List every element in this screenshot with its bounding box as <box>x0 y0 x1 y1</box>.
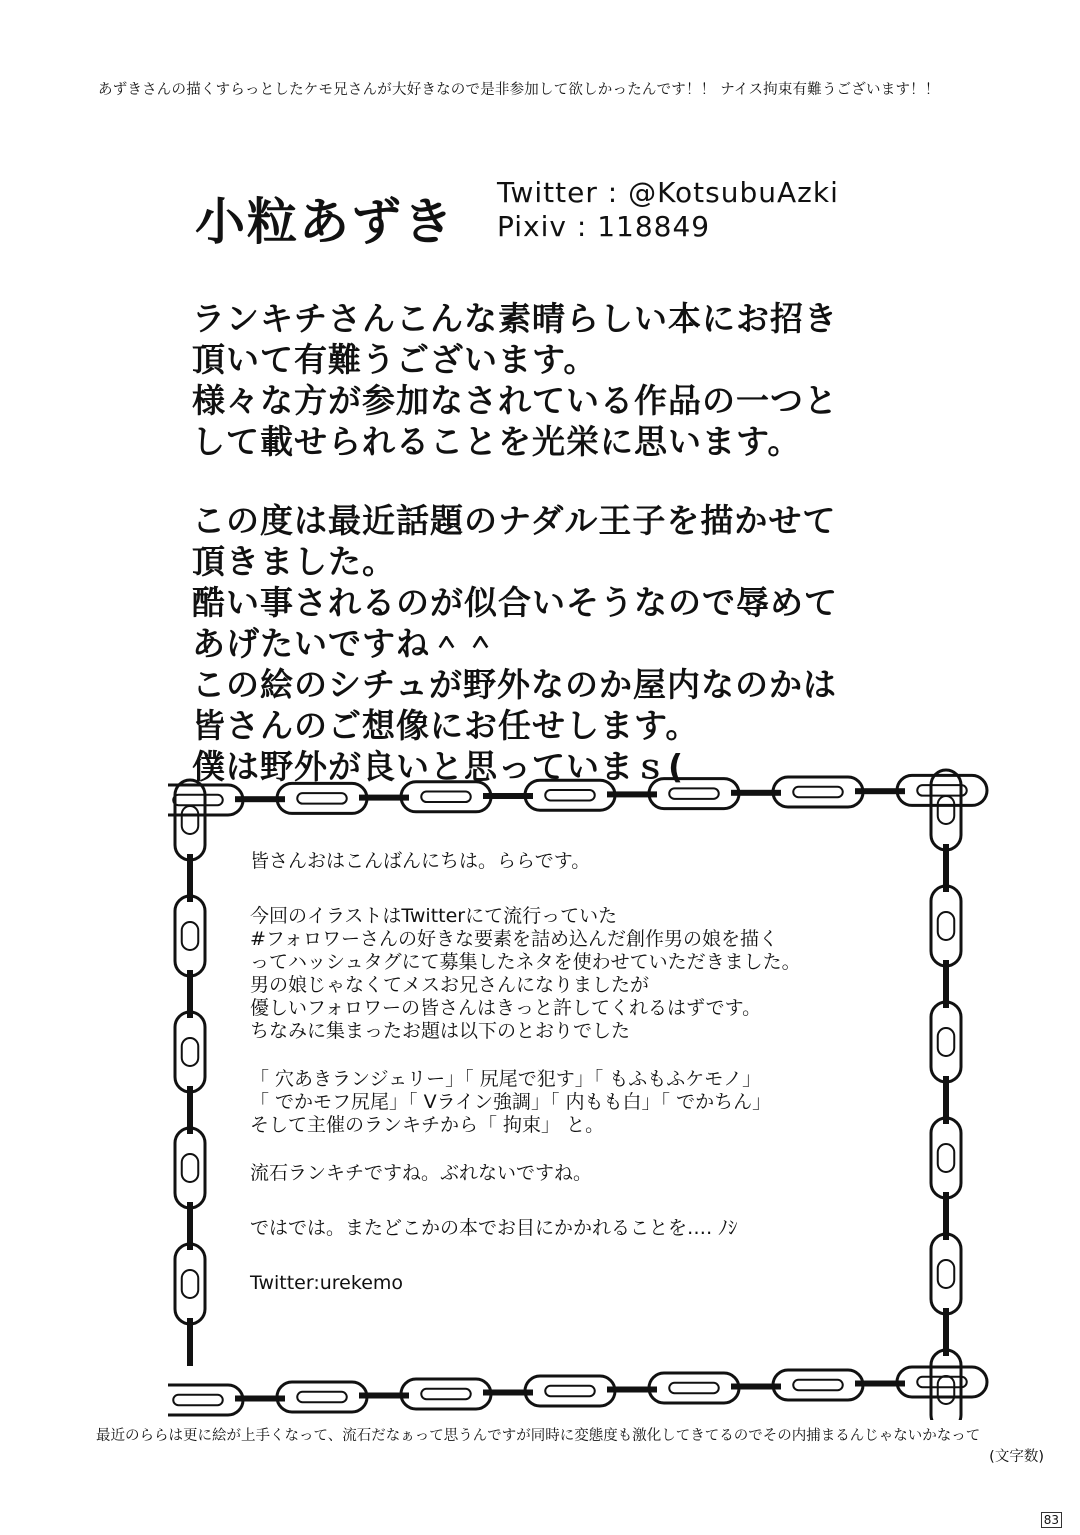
hand-twitter: Twitter:urekemo <box>250 1272 404 1294</box>
hand-line: ってハッシュタグにて募集したネタを使わせていただきました。 <box>250 951 801 973</box>
author-name: 小粒あずき <box>195 193 455 251</box>
hand-line: #フォロワーさんの好きな要素を詰め込んだ創作男の娘を描く <box>250 928 778 950</box>
bottom-note: 最近のららは更に絵が上手くなって、流石だなぁって思うんですが同時に変態度も激化してきてるのでその内捕まるんじゃないかなって <box>96 1428 981 1444</box>
message-line: して載せられることを光栄に思います。 <box>192 422 802 461</box>
hand-closing: ではでは。またどこかの本でお目にかかれることを‥‥ ﾉｼ <box>250 1217 738 1239</box>
message-line: この度は最近話題のナダル王子を描かせて <box>192 501 837 540</box>
author-pixiv: Pixiv : 118849 <box>497 210 711 243</box>
message-line: この絵のシチュが野外なのか屋内なのかは <box>192 665 838 704</box>
message-line: あげたいですね＾＾ <box>192 624 498 663</box>
message-line: 僕は野外が良いと思っていまｓ( <box>192 747 685 786</box>
hand-line: 男の娘じゃなくてメスお兄さんになりましたが <box>250 974 650 996</box>
topic-line: 「 穴あきランジェリー」「 尻尾で犯す」「 もふもふケモノ」 <box>250 1068 762 1090</box>
author-twitter: Twitter : @KotsubuAzki <box>497 176 839 209</box>
message-line: 様々な方が参加なされている作品の一つと <box>192 381 838 420</box>
message-line: 頂きました。 <box>192 542 396 581</box>
top-note: あずきさんの描くすらっとしたケモ兄さんが大好きなので是非参加して欲しかったんです！！ ナイス拘束有難うございます！！ <box>98 82 940 98</box>
hand-line: 今回のイラストはTwitterにて流行っていた <box>250 905 618 927</box>
message-line: 頂いて有難うございます。 <box>192 340 598 379</box>
hand-line: 優しいフォロワーの皆さんはきっと許してくれるはずです。 <box>250 997 762 1019</box>
topic-line: そして主催のランキチから「 拘束」 と。 <box>250 1114 605 1136</box>
hand-greeting: 皆さんおはこんばんにちは。ららです。 <box>250 850 591 872</box>
handwritten-message <box>250 850 950 1295</box>
message-line: 皆さんのご想像にお任せします。 <box>192 706 700 745</box>
message-line: ランキチさんこんな素晴らしい本にお招き <box>192 299 838 338</box>
page-number: 83 <box>1041 1512 1062 1528</box>
topic-line: 「 でかモフ尻尾」「 Vライン強調」「 内もも白」「 でかちん」 <box>250 1091 772 1113</box>
author-social <box>497 176 839 244</box>
hand-comment: 流石ランキチですね。ぶれないですね。 <box>250 1162 593 1184</box>
author-message <box>192 298 932 787</box>
hand-line: ちなみに集まったお題は以下のとおりでした <box>250 1020 631 1042</box>
message-line: 酷い事されるのが似合いそうなので辱めて <box>192 583 838 622</box>
bottom-count: (文字数) <box>989 1449 1044 1465</box>
